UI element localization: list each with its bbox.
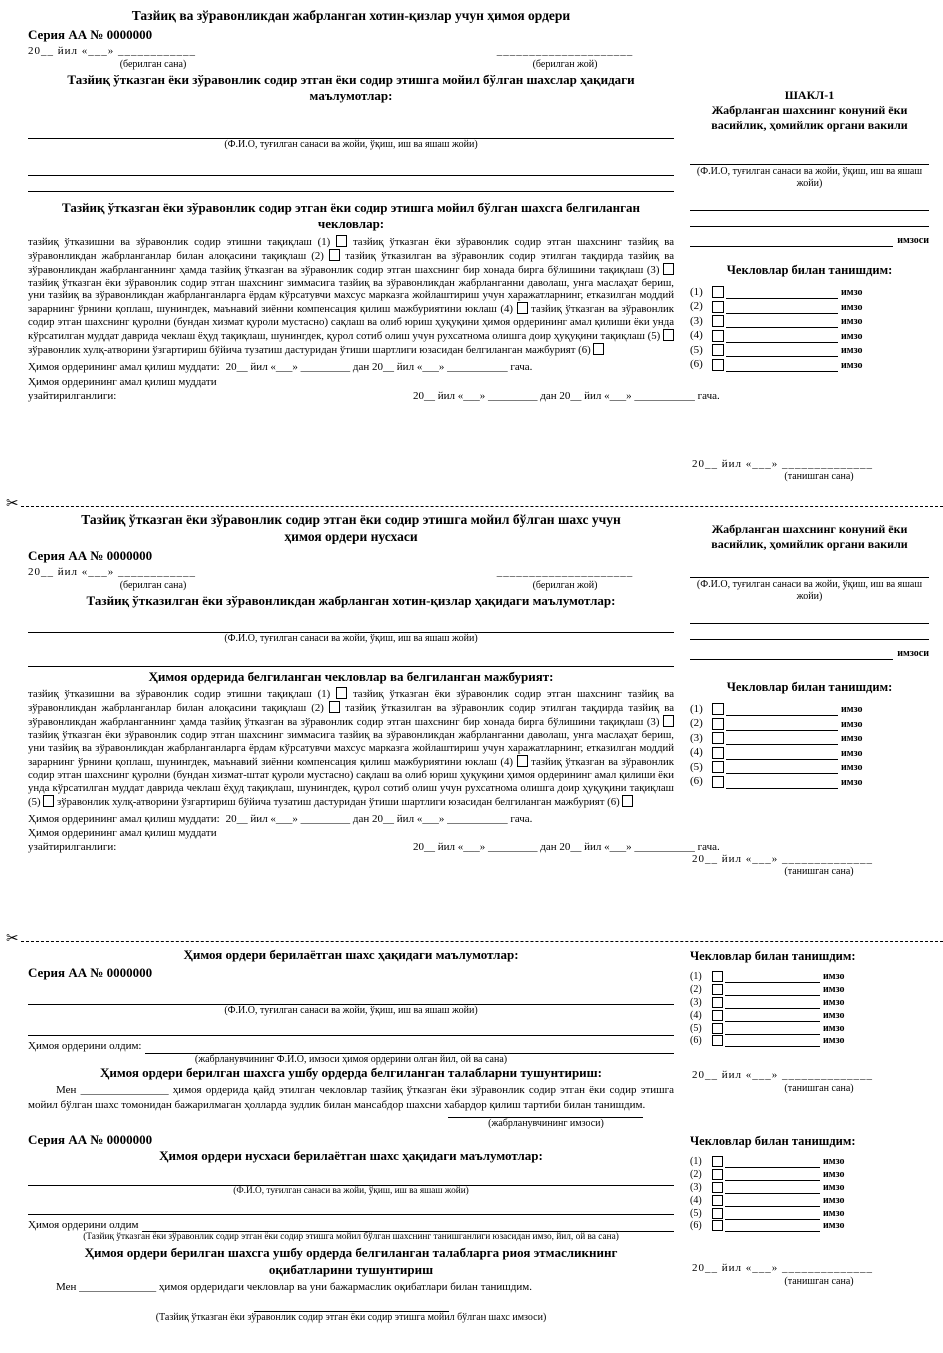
restriction-checkbox[interactable] [329, 249, 340, 261]
restrictions-sign-list [690, 285, 929, 372]
offender-info-heading: Тазйиқ ўтказган ёки зўравонлик содир этган ёки содир этишга мойил бўлган шахслар ҳақидаги маълумотлар: [67, 72, 635, 104]
extension-label2: узайтирилганлиги: [28, 841, 117, 854]
signature-line[interactable] [725, 1221, 820, 1232]
rep-signature-row [690, 235, 929, 247]
signature-label: имзо [823, 1182, 845, 1194]
signature-label: имзо [823, 1194, 845, 1206]
restriction-sign-row [690, 1207, 929, 1220]
restriction-checkbox[interactable] [712, 315, 724, 327]
restriction-number: (2) [690, 717, 703, 730]
restriction-checkbox[interactable] [712, 1035, 723, 1046]
signature-line[interactable] [726, 346, 838, 357]
ack-title: Чекловлар билан танишдим: [690, 949, 856, 963]
issue-place-hint: (берилган жой) [532, 579, 598, 591]
section-recipient-info [0, 947, 943, 1130]
restriction-checkbox[interactable] [712, 732, 724, 744]
extension-label2: узайтирилганлиги: [28, 389, 117, 402]
signature-line[interactable] [726, 749, 838, 760]
signature-label: имзо [823, 1009, 845, 1021]
restriction-checkbox[interactable] [622, 795, 633, 807]
ack-date-block [692, 1262, 929, 1287]
signature-line[interactable] [726, 763, 838, 774]
restriction-checkbox[interactable] [712, 984, 723, 995]
ack-date-block [692, 853, 929, 878]
section-order-copy [0, 512, 943, 932]
fio-hint: (Ф.И.О, туғилган санаси ва жойи, ўқиш, иш ва яшаш жойи) [696, 579, 923, 602]
validity-label: Ҳимоя ордерининг амал қилиш муддати: [28, 812, 220, 825]
restriction-sign-row [690, 716, 929, 731]
legal-rep-fio-block [690, 566, 929, 660]
extension-label: Ҳимоя ордерининг амал қилиш муддати [28, 826, 217, 839]
issue-place-hint: (берилган жой) [532, 58, 598, 70]
restriction-checkbox[interactable] [663, 263, 674, 275]
signature-label: имзоси [897, 648, 929, 659]
restrictions-heading: Тазйиқ ўтказган ёки зўравонлик содир этган ёки содир этишга мойил бўлган шахсга белгиланган чекловлар: [61, 200, 641, 232]
signature-line[interactable] [725, 1183, 820, 1194]
cut-line [21, 941, 943, 942]
ack-title: Чекловлар билан танишдим: [690, 1134, 856, 1148]
fio-hint: (Ф.И.О, туғилган санаси ва жойи, ўқиш, иш ва яшаш жойи) [224, 633, 478, 645]
validity-dates-field[interactable]: 20__ йил «___» _________ дан 20__ йил «___» ___________ гача. [225, 812, 533, 825]
restriction-number: (5) [690, 1207, 702, 1219]
fill-line[interactable] [690, 199, 929, 211]
fill-line[interactable] [28, 655, 674, 667]
restriction-number: (3) [690, 997, 702, 1009]
document-title: Тазйиқ ва зўравонликдан жабрланган хотин-қизлар учун ҳимоя ордери [131, 8, 571, 23]
restriction-number: (6) [690, 358, 703, 371]
restriction-checkbox[interactable] [712, 997, 723, 1008]
cut-line [21, 506, 943, 507]
restriction-number: (1) [690, 285, 703, 298]
restriction-checkbox[interactable] [712, 344, 724, 356]
restriction-checkbox[interactable] [517, 755, 528, 767]
restrictions-sign-list [690, 971, 929, 1048]
ack-date-hint: (танишган сана) [784, 1275, 854, 1287]
signature-label: имзо [823, 1035, 845, 1047]
fill-line[interactable] [142, 1221, 674, 1232]
ack-date-field[interactable]: 20__ йил «___» ______________ [692, 1262, 874, 1275]
ack-title: Чекловлар билан танишдим: [726, 680, 893, 694]
validity-block [28, 812, 720, 855]
fill-line[interactable] [28, 993, 674, 1005]
restriction-sign-row [690, 1181, 929, 1194]
signature-line[interactable] [726, 361, 838, 372]
signature-line[interactable] [725, 1036, 820, 1047]
signature-line[interactable] [726, 720, 838, 731]
restriction-number: (2) [690, 1169, 702, 1181]
side-original-order [682, 0, 943, 497]
fill-line[interactable] [28, 1203, 674, 1215]
restriction-number: (3) [690, 1182, 702, 1194]
issue-place-field[interactable]: _____________________ [496, 45, 634, 58]
ack-title: Чекловлар билан танишдим: [726, 263, 893, 277]
restriction-number: (1) [690, 1156, 702, 1168]
series-number: Серия АА № 0000000 [28, 965, 153, 981]
signature-line[interactable] [726, 332, 838, 343]
signature-line[interactable] [725, 972, 820, 983]
signature-label: имзо [823, 1220, 845, 1232]
issue-date-hint: (берилган сана) [119, 58, 187, 70]
fill-line[interactable] [28, 1174, 674, 1186]
order-received-label: Ҳимоя ордерини олдим [28, 1219, 139, 1231]
signature-label: имзо [841, 301, 863, 313]
restriction-sign-row [690, 314, 929, 329]
issue-date-row [28, 566, 674, 591]
validity-block [28, 360, 720, 403]
signature-line[interactable] [726, 778, 838, 789]
restriction-number: (5) [690, 343, 703, 356]
restriction-checkbox[interactable] [43, 795, 54, 807]
signature-line[interactable] [725, 1024, 820, 1035]
series-number: Серия АА № 0000000 [28, 26, 153, 42]
signature-label: имзо [841, 747, 863, 759]
restriction-number: (5) [690, 760, 703, 773]
restriction-number: (6) [690, 1035, 702, 1047]
signature-label: имзо [823, 971, 845, 983]
recipient-heading: Ҳимоя ордери берилаётган шахс ҳақидаги маълумотлар: [183, 947, 519, 962]
legal-rep-fio-block [690, 153, 929, 247]
signature-line[interactable] [726, 317, 838, 328]
issue-date-row [28, 45, 674, 70]
restriction-sign-row [690, 996, 929, 1009]
copy-title: Тазйиқ ўтказган ёки зўравонлик содир этган ёки содир этишга мойил бўлган шахс учун ҳимоя ордери нусхаси [81, 512, 621, 544]
fio-hint: (Ф.И.О, туғилган санаси ва жойи, ўқиш, иш ва яшаш жойи) [224, 1004, 478, 1016]
fio-hint: (Ф.И.О, туғилган санаси ва жойи, ўқиш, иш ва яшаш жойи) [696, 166, 923, 189]
cut-row [0, 932, 943, 947]
restriction-sign-row [690, 1194, 929, 1207]
series-number: Серия АА № 0000000 [28, 1132, 153, 1147]
restriction-checkbox[interactable] [712, 761, 724, 773]
restriction-checkbox[interactable] [712, 1208, 723, 1219]
cut-row [0, 497, 943, 512]
signature-label: имзоси [897, 235, 929, 246]
restriction-checkbox[interactable] [712, 301, 724, 313]
restriction-sign-row [690, 760, 929, 775]
restriction-number: (5) [690, 1022, 702, 1034]
restriction-checkbox[interactable] [712, 1010, 723, 1021]
signature-label: имзо [823, 1169, 845, 1181]
side-copy-recipient [682, 1130, 943, 1345]
restriction-sign-row [690, 285, 929, 300]
restriction-number: (2) [690, 984, 702, 996]
restriction-sign-row [690, 774, 929, 789]
form-label: ШАКЛ-1 [784, 88, 835, 102]
restriction-checkbox[interactable] [336, 687, 347, 699]
restrictions-sign-list [690, 1156, 929, 1233]
restriction-number: (6) [690, 775, 703, 788]
fio-hint: (Ф.И.О, туғилган санаси ва жойи, ўқиш, иш ва яшаш жойи) [224, 138, 478, 150]
signature-line[interactable] [690, 650, 893, 660]
restriction-number: (4) [690, 1194, 702, 1206]
restriction-sign-row [690, 328, 929, 343]
fill-line[interactable] [28, 180, 674, 192]
restriction-checkbox[interactable] [712, 776, 724, 788]
restriction-number: (4) [690, 746, 703, 759]
scissors-icon: ✂ [6, 931, 19, 947]
fill-line[interactable] [145, 1043, 674, 1054]
restriction-sign-row [690, 357, 929, 372]
restriction-number: (4) [690, 1009, 702, 1021]
fill-line[interactable] [28, 1024, 674, 1036]
order-received-hint: (Тазйиқ ўтказган ёки зўравонлик содир этган ёки содир этишга мойил бўлган шахснинг танишганлиги юзасидан имзо, йил, ой ва сана) [83, 1232, 619, 1243]
signature-line[interactable] [690, 237, 893, 247]
extension-dates-field[interactable]: 20__ йил «___» _________ дан 20__ йил «___» ___________ гача. [413, 389, 720, 402]
signature-line[interactable] [725, 998, 820, 1009]
legal-rep-title: Жабрланган шахснинг конуний ёки васийлик, ҳомийлик органи вакили [711, 522, 908, 551]
restriction-checkbox[interactable] [712, 359, 724, 371]
signature-line[interactable] [725, 1209, 820, 1220]
victim-info-heading: Тазйиқ ўтказилган ёки зўравонликдан жабрланган хотин-қизлар ҳақидаги маълумотлар: [86, 593, 616, 609]
ack-date-hint: (танишган сана) [784, 1082, 854, 1094]
explain-heading: Ҳимоя ордери берилган шахсга ушбу ордерда белгиланган талабларга риоя этмасликнинг оқибатларини тушунтириш [84, 1245, 618, 1277]
restriction-checkbox[interactable] [593, 343, 604, 355]
signature-line[interactable] [726, 734, 838, 745]
restriction-sign-row [690, 1035, 929, 1048]
issue-place-field[interactable]: _____________________ [496, 566, 634, 579]
fill-line[interactable] [690, 628, 929, 640]
copy-recipient-heading: Ҳимоя ордери нусхаси берилаётган шахс ҳақидаги маълумотлар: [159, 1147, 543, 1163]
signature-line[interactable] [725, 1157, 820, 1168]
restriction-sign-row [690, 343, 929, 358]
rep-signature-row [690, 648, 929, 660]
order-received-row [28, 1040, 674, 1053]
victim-statement: Мен ________________ ҳимоя ордерида қайд этилган чекловлар тазйиқ ўтказган ёки зўравонлик содир этган ёки содир этишга мойил бўлган шахс томонидан бажарилмаган ҳолларда зудлик билан мансабдор шахсни хабардор қилиш тартиби билан танишдим. [28, 1084, 674, 1112]
ack-date-block [692, 458, 929, 483]
legal-rep-title: Жабрланган шахснинг конуний ёки васийлик, ҳомийлик органи вакили [711, 103, 908, 132]
issue-date-hint: (берилган сана) [119, 579, 187, 591]
section-original-order [0, 0, 943, 497]
extension-dates-field[interactable]: 20__ йил «___» _________ дан 20__ йил «___» ___________ гача. [413, 841, 720, 854]
fill-line[interactable] [28, 164, 674, 176]
restriction-checkbox[interactable] [712, 1182, 723, 1193]
restriction-checkbox[interactable] [329, 701, 340, 713]
ack-date-field[interactable]: 20__ йил «___» ______________ [692, 457, 874, 470]
restriction-checkbox[interactable] [663, 715, 674, 727]
signature-label: имзо [841, 718, 863, 730]
restriction-checkbox[interactable] [712, 703, 724, 715]
restriction-checkbox[interactable] [712, 286, 724, 298]
restriction-sign-row [690, 971, 929, 984]
restriction-number: (1) [690, 702, 703, 715]
restriction-sign-row [690, 1168, 929, 1181]
restriction-number: (3) [690, 731, 703, 744]
side-order-copy [682, 512, 943, 932]
restriction-checkbox[interactable] [712, 1023, 723, 1034]
restriction-number: (3) [690, 314, 703, 327]
section-copy-recipient-info [0, 1130, 943, 1345]
restriction-checkbox[interactable] [517, 302, 528, 314]
restriction-sign-row [690, 702, 929, 717]
signature-label: имзо [841, 776, 863, 788]
restriction-sign-row [690, 1022, 929, 1035]
fill-line[interactable] [28, 621, 674, 633]
issue-date-field[interactable]: 20__ йил «___» ____________ [28, 566, 197, 579]
fill-line[interactable] [690, 215, 929, 227]
ack-date-field[interactable]: 20__ йил «___» ______________ [692, 852, 874, 865]
extension-label: Ҳимоя ордерининг амал қилиш муддати [28, 375, 217, 388]
ack-date-block [692, 1069, 929, 1094]
restriction-checkbox[interactable] [712, 747, 724, 759]
restriction-checkbox[interactable] [712, 971, 723, 982]
restriction-sign-row [690, 983, 929, 996]
signature-label: имзо [841, 704, 863, 716]
side-recipient [682, 947, 943, 1130]
signature-label: имзо [841, 287, 863, 299]
signature-line[interactable] [725, 1170, 820, 1181]
restriction-number: (4) [690, 329, 703, 342]
restriction-sign-row [690, 1009, 929, 1022]
restriction-sign-row [690, 1156, 929, 1169]
series-number: Серия АА № 0000000 [28, 547, 153, 563]
ack-date-hint: (танишган сана) [784, 470, 854, 482]
restriction-checkbox[interactable] [712, 1156, 723, 1167]
issue-date-field[interactable]: 20__ йил «___» ____________ [28, 45, 197, 58]
restriction-number: (2) [690, 300, 703, 313]
victim-signature-hint: (жабрланувчининг имзоси) [488, 1117, 604, 1129]
restriction-number: (6) [690, 1220, 702, 1232]
signature-label: имзо [823, 1207, 845, 1219]
signature-label: имзо [823, 984, 845, 996]
abuser-statement: Мен ______________ ҳимоя ордеридаги чекловлар ва уни бажармаслик оқибатлари билан танишдим. [56, 1280, 532, 1293]
restriction-checkbox[interactable] [663, 329, 674, 341]
signature-label: имзо [841, 330, 863, 342]
restriction-number: (1) [690, 971, 702, 983]
signature-line[interactable] [726, 288, 838, 299]
restrictions-sign-list [690, 702, 929, 789]
signature-line[interactable] [725, 1196, 820, 1207]
fio-hint: (Ф.И.О, туғилган санаси ва жойи, ўқиш, иш ва яшаш жойи) [233, 1185, 469, 1196]
signature-label: имзо [841, 345, 863, 357]
restrictions-paragraph: тазйиқ ўтказишни ва зўравонлик содир этишни тақиқлаш (1) тазйиқ ўтказган ёки зўравонлик содир этган шахснинг тазйиқ ва зўравонликдан жабрланганлар билан алоқасини тақиқлаш (2) тазйиқ ўтказилган ва зўравонлик содир этилган тақдирда тазйиқ ва зўравонликдан жабрланганнинг ҳамда тазйиқ ўтказган ва зўравонлик содир этган шахснинг бир хонада бирга бўлишини тақиқлаш (3) тазйиқ ўтказган ёки зўравонлик содир этган шахснинг зиммасига тазйиқ ва зўравонликдан жабрланганни даволаш, унга маслаҳат бериш, уни тазйиқ ва зўравонликдан жабрланганларга ёрдам кўрсатувчи махсус марказга жойлаштириш учун харажатларнинг, етказилган моддий зарарнинг ўрнини қоплаш, шунингдек, маънавий зиённи компенсация қилиш мажбуриятини юклаш (4) тазйиқ ўтказган ва зўравонлик содир этган шахснинг қуролни (бундан хизмат-штат қуроли мустасно) сақлаш ва олиб юриш ҳуқуқини ҳимоя ордерининг амал қилиши ёки унда кўрсатилган муддат даврида чеклаш ёҳуд тақиқлаш, шунингдек, қурол сотиб олиш учун рухсатнома олишга доир ҳуқуқини тақиқлаш (5) зўравонлик хулқ-атворини ўзгартириш бўйича тузатиш дастуридан ўтиши шартлиги юзасидан белгиланган мажбурият (6) [28, 688, 674, 808]
signature-label: имзо [823, 1022, 845, 1034]
signature-line[interactable] [725, 1011, 820, 1022]
scissors-icon: ✂ [6, 496, 19, 512]
restriction-checkbox[interactable] [712, 718, 724, 730]
signature-label: имзо [841, 359, 863, 371]
restriction-checkbox[interactable] [336, 235, 347, 247]
signature-label: имзо [841, 316, 863, 328]
signature-label: имзо [841, 733, 863, 745]
fill-line[interactable] [28, 127, 674, 139]
order-restrictions-heading: Ҳимоя ордерида белгиланган чекловлар ва белгиланган мажбурият: [148, 668, 554, 684]
ack-date-field[interactable]: 20__ йил «___» ______________ [692, 1069, 874, 1082]
order-received-hint: (жабрланувчининг Ф.И.О, имзоси ҳимоя ордерини олган йил, ой ва сана) [194, 1053, 508, 1065]
restriction-checkbox[interactable] [712, 330, 724, 342]
order-received-row [28, 1219, 674, 1232]
fill-line[interactable] [690, 566, 929, 578]
fill-line[interactable] [690, 153, 929, 165]
restriction-checkbox[interactable] [712, 1195, 723, 1206]
restriction-sign-row [690, 745, 929, 760]
restrictions-paragraph: тазйиқ ўтказишни ва зўравонлик содир этишни тақиқлаш (1) тазйиқ ўтказган ёки зўравонлик содир этган шахснинг тазйиқ ва зўравонликдан жабрланганлар билан алоқасини тақиқлаш (2) тазйиқ ўтказилган ва зўравонлик содир этилган тақдирда тазйиқ ва зўравонликдан жабрланганнинг ҳамда тазйиқ ўтказган ва зўравонлик содир этган шахснинг бир хонада бирга бўлишини тақиқлаш (3) тазйиқ ўтказган ёки зўравонлик содир этган шахснинг зиммасига тазйиқ ва зўравонликдан жабрланганни даволаш, унга маслаҳат бериш, уни тазйиқ ва зўравонликдан жабрланганларга ёрдам кўрсатувчи махсус марказга жойлаштириш учун харажатларнинг, етказилган моддий зарарнинг ўрнини қоплаш, шунингдек, маънавий зиённи компенсация қилиш мажбуриятини юклаш (4) тазйиқ ўтказган ва зўравонлик содир этган шахснинг қуролни (бундан хизмат қуроли мустасно) сақлаш ва олиб юриш ҳуқуқини ҳимоя ордерининг амал қилиши ёки унда кўрсатилган муддат даврида чеклаш ёҳуд тақиқлаш, шунингдек, қурол сотиб олиш учун рухсатнома олишга доир ҳуқуқини тақиқлаш (5) зўравонлик хулқ-атворини ўзгартириш бўйича тузатиш дастуридан ўтиши шартлиги юзасидан белгиланган мажбурият (6) [28, 235, 674, 357]
restriction-sign-row [690, 1220, 929, 1233]
signature-label: имзо [841, 762, 863, 774]
ack-date-hint: (танишган сана) [784, 865, 854, 877]
signature-line[interactable] [726, 705, 838, 716]
signature-line[interactable] [725, 985, 820, 996]
abuser-signature-hint: (Тазйиқ ўтказган ёки зўравонлик содир этган ёки содир этишга мойил бўлган шахс имзоси) [155, 1311, 547, 1323]
restriction-checkbox[interactable] [712, 1169, 723, 1180]
signature-label: имзо [823, 997, 845, 1009]
explain-heading: Ҳимоя ордери берилган шахсга ушбу ордерда белгиланган талабларни тушунтириш: [100, 1065, 602, 1081]
validity-label: Ҳимоя ордерининг амал қилиш муддати: [28, 361, 220, 374]
signature-line[interactable] [726, 303, 838, 314]
restriction-checkbox[interactable] [712, 1220, 723, 1231]
order-received-label: Ҳимоя ордерини олдим: [28, 1040, 142, 1053]
signature-label: имзо [823, 1156, 845, 1168]
restriction-sign-row [690, 731, 929, 746]
restriction-sign-row [690, 299, 929, 314]
validity-dates-field[interactable]: 20__ йил «___» _________ дан 20__ йил «___» ___________ гача. [225, 361, 533, 374]
fill-line[interactable] [690, 612, 929, 624]
